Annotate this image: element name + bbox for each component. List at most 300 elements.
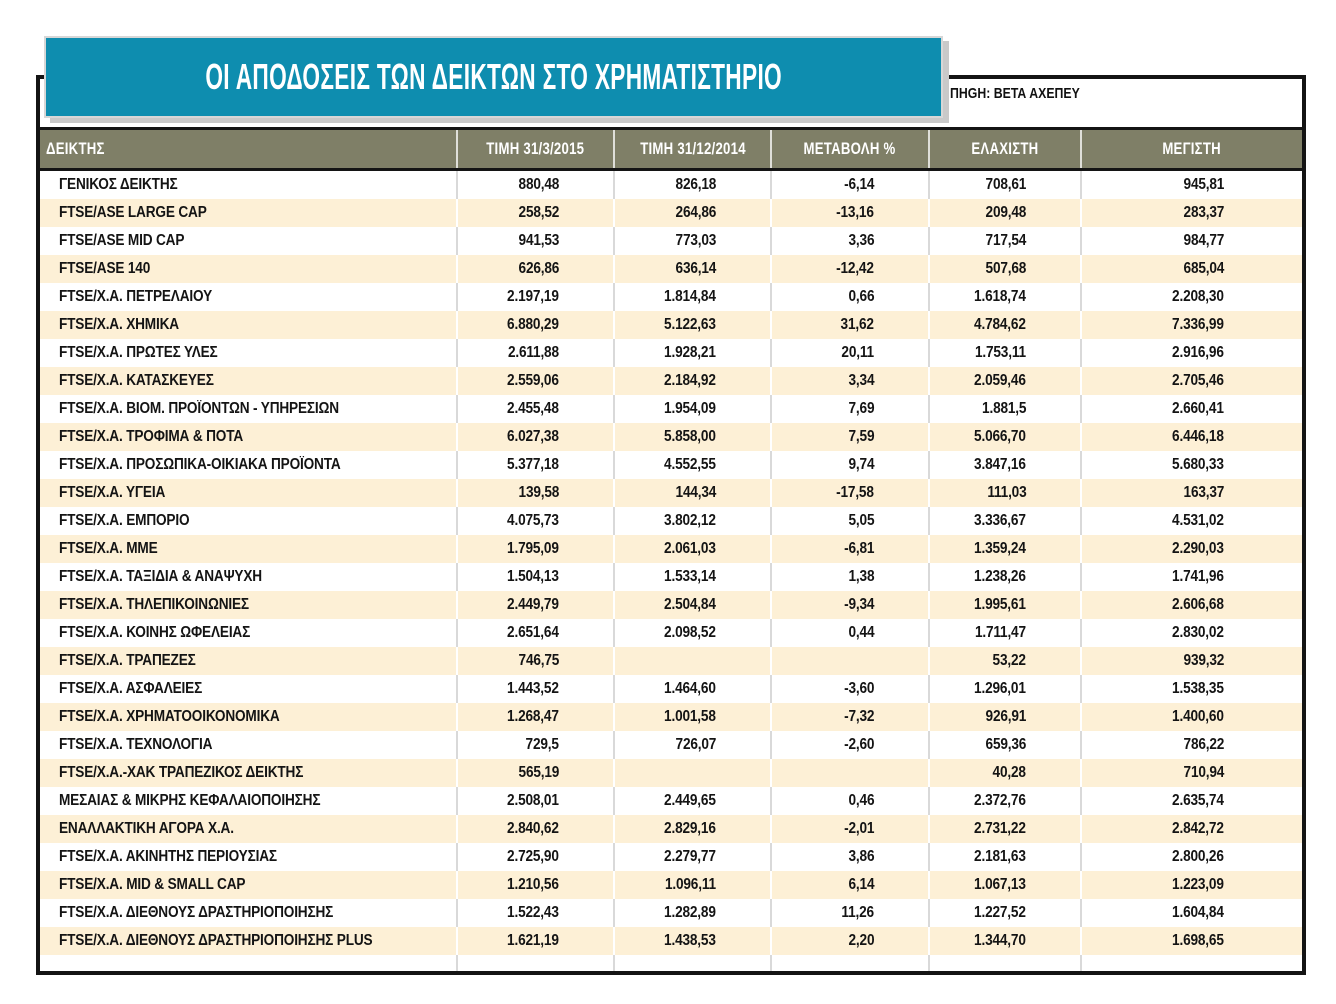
index-name-cell [40, 367, 458, 395]
price-2014-cell [615, 227, 772, 255]
price-2015-cell [458, 731, 615, 759]
cell-text: 1.296,01 [974, 680, 1026, 697]
column-header-label: ΜΕΓΙΣΤΗ [1162, 139, 1222, 158]
cell-text: FTSE/Χ.Α. ΚΟΙΝΗΣ ΩΦΕΛΕΙΑΣ [59, 624, 251, 641]
price-2014-cell [615, 507, 772, 535]
price-2014-cell [615, 283, 772, 311]
cell-text: 685,04 [1183, 260, 1224, 277]
max-cell [1082, 563, 1302, 591]
change-pct-cell [772, 451, 930, 479]
cell-text: 31,62 [840, 316, 874, 333]
price-2015-cell [458, 451, 615, 479]
cell-text: FTSE/Χ.Α. ΔΙΕΘΝΟΥΣ ΔΡΑΣΤΗΡΙΟΠΟΙΗΣΗΣ [59, 904, 334, 921]
cell-text: 773,03 [675, 232, 716, 249]
min-cell [930, 815, 1082, 843]
cell-text: 1.881,5 [981, 400, 1026, 417]
min-cell [930, 255, 1082, 283]
max-cell [1082, 535, 1302, 563]
max-cell [1082, 255, 1302, 283]
cell-text: 2.197,19 [507, 288, 559, 305]
table-row [40, 927, 1302, 955]
index-name-cell [40, 479, 458, 507]
price-2014-cell [615, 423, 772, 451]
cell-text: 2.508,01 [507, 792, 559, 809]
cell-text: 1.400,60 [1172, 708, 1224, 725]
cell-text: 1.344,70 [974, 932, 1026, 949]
min-cell [930, 451, 1082, 479]
price-2015-cell [458, 171, 615, 199]
column-header-label: ΜΕΤΑΒΟΛΗ % [803, 139, 896, 158]
table-header-row [40, 127, 1302, 171]
index-name-cell [40, 255, 458, 283]
table-row [40, 871, 1302, 899]
table-row [40, 619, 1302, 647]
index-name-cell [40, 675, 458, 703]
cell-text: 1.227,52 [974, 904, 1026, 921]
max-cell [1082, 507, 1302, 535]
cell-text: 2.800,26 [1172, 848, 1224, 865]
change-pct-cell [772, 871, 930, 899]
min-cell [930, 199, 1082, 227]
cell-text: 4.552,55 [664, 456, 716, 473]
min-cell [930, 395, 1082, 423]
cell-text: 283,37 [1183, 204, 1224, 221]
cell-text: FTSE/ASE MID CAP [59, 232, 185, 249]
change-pct-cell [772, 423, 930, 451]
price-2015-cell [458, 591, 615, 619]
table-row [40, 311, 1302, 339]
table-row [40, 563, 1302, 591]
cell-text: ΓΕΝΙΚΟΣ ΔΕΙΚΤΗΣ [59, 176, 178, 193]
cell-text: 1.464,60 [664, 680, 716, 697]
min-cell [930, 311, 1082, 339]
table-filler-row [40, 955, 1302, 973]
price-2014-cell [615, 367, 772, 395]
empty-cell [458, 955, 615, 973]
cell-text: 708,61 [985, 176, 1026, 193]
cell-text: 3.336,67 [974, 512, 1026, 529]
change-pct-cell [772, 199, 930, 227]
column-header-max [1082, 130, 1302, 168]
cell-text: FTSE/ASE LARGE CAP [59, 204, 207, 221]
price-2014-cell [615, 759, 772, 787]
cell-text: FTSE/Χ.Α. ΤΡΟΦΙΜΑ & ΠΟΤΑ [59, 428, 244, 445]
cell-text: FTSE/Χ.Α. ΤΡΑΠΕΖΕΣ [59, 652, 196, 669]
change-pct-cell [772, 843, 930, 871]
cell-text: 2.455,48 [507, 400, 559, 417]
max-cell [1082, 871, 1302, 899]
cell-text: 163,37 [1183, 484, 1224, 501]
column-header-label: ΤΙΜΗ 31/12/2014 [639, 139, 746, 158]
change-pct-cell [772, 899, 930, 927]
cell-text: 926,91 [985, 708, 1026, 725]
cell-text: 40,28 [992, 764, 1026, 781]
cell-text: 264,86 [675, 204, 716, 221]
cell-text: -6,14 [843, 176, 874, 193]
table-row [40, 423, 1302, 451]
min-cell [930, 927, 1082, 955]
table-row [40, 255, 1302, 283]
cell-text: FTSE/Χ.Α. ΑΣΦΑΛΕΙΕΣ [59, 680, 203, 697]
price-2014-cell [615, 647, 772, 675]
max-cell [1082, 759, 1302, 787]
change-pct-cell [772, 535, 930, 563]
cell-text: FTSE/Χ.Α. ΠΡΟΣΩΠΙΚΑ-ΟΙΚΙΑΚΑ ΠΡΟΪΟΝΤΑ [59, 456, 341, 473]
cell-text: 1.995,61 [974, 596, 1026, 613]
change-pct-cell [772, 619, 930, 647]
index-name-cell [40, 171, 458, 199]
price-2015-cell [458, 675, 615, 703]
max-cell [1082, 731, 1302, 759]
cell-text: 3,36 [848, 232, 874, 249]
index-name-cell [40, 787, 458, 815]
cell-text: 4.531,02 [1172, 512, 1224, 529]
cell-text: 11,26 [841, 904, 874, 921]
index-name-cell [40, 451, 458, 479]
price-2014-cell [615, 255, 772, 283]
index-name-cell [40, 899, 458, 927]
max-cell [1082, 311, 1302, 339]
max-cell [1082, 199, 1302, 227]
cell-text: 2.651,64 [507, 624, 559, 641]
cell-text: 710,94 [1183, 764, 1224, 781]
cell-text: -9,34 [843, 596, 874, 613]
min-cell [930, 171, 1082, 199]
min-cell [930, 227, 1082, 255]
cell-text: 1.096,11 [665, 876, 716, 893]
cell-text: 2.372,76 [974, 792, 1026, 809]
index-name-cell [40, 535, 458, 563]
cell-text: 2.449,65 [664, 792, 716, 809]
price-2014-cell [615, 451, 772, 479]
cell-text: 1.001,58 [664, 708, 716, 725]
cell-text: 2.725,90 [507, 848, 559, 865]
cell-text: 5.377,18 [507, 456, 559, 473]
price-2015-cell [458, 199, 615, 227]
cell-text: 2.290,03 [1172, 540, 1224, 557]
price-2015-cell [458, 619, 615, 647]
column-header-min [930, 130, 1082, 168]
table-row [40, 759, 1302, 787]
cell-text: 1.522,43 [507, 904, 559, 921]
cell-text: 1.210,56 [507, 876, 559, 893]
min-cell [930, 675, 1082, 703]
cell-text: 1.438,53 [664, 932, 716, 949]
change-pct-cell [772, 283, 930, 311]
price-2014-cell [615, 311, 772, 339]
cell-text: 0,44 [848, 624, 874, 641]
price-2015-cell [458, 255, 615, 283]
empty-cell [615, 955, 772, 973]
index-name-cell [40, 563, 458, 591]
empty-cell [1082, 955, 1302, 973]
min-cell [930, 479, 1082, 507]
max-cell [1082, 479, 1302, 507]
cell-text: 939,32 [1183, 652, 1224, 669]
price-2014-cell [615, 535, 772, 563]
cell-text: -6,81 [843, 540, 874, 557]
cell-text: 826,18 [675, 176, 716, 193]
table-row [40, 171, 1302, 199]
cell-text: 144,34 [675, 484, 716, 501]
table-row [40, 367, 1302, 395]
cell-text: 3.802,12 [664, 512, 716, 529]
price-2014-cell [615, 815, 772, 843]
cell-text: 0,46 [848, 792, 874, 809]
table-row [40, 899, 1302, 927]
change-pct-cell [772, 563, 930, 591]
cell-text: 1.928,21 [664, 344, 716, 361]
price-2015-cell [458, 311, 615, 339]
index-name-cell [40, 507, 458, 535]
cell-text: 945,81 [1183, 176, 1224, 193]
cell-text: 1.741,96 [1172, 568, 1224, 585]
price-2015-cell [458, 507, 615, 535]
change-pct-cell [772, 479, 930, 507]
min-cell [930, 899, 1082, 927]
price-2015-cell [458, 899, 615, 927]
change-pct-cell [772, 227, 930, 255]
max-cell [1082, 171, 1302, 199]
price-2015-cell [458, 367, 615, 395]
cell-text: 1,38 [848, 568, 874, 585]
table-row [40, 815, 1302, 843]
max-cell [1082, 703, 1302, 731]
cell-text: 7,59 [848, 428, 874, 445]
max-cell [1082, 339, 1302, 367]
change-pct-cell [772, 815, 930, 843]
cell-text: 507,68 [985, 260, 1026, 277]
price-2015-cell [458, 423, 615, 451]
cell-text: 6,14 [848, 876, 874, 893]
change-pct-cell [772, 255, 930, 283]
min-cell [930, 423, 1082, 451]
cell-text: 139,58 [518, 484, 559, 501]
index-name-cell [40, 843, 458, 871]
table-row [40, 283, 1302, 311]
cell-text: -2,60 [843, 736, 874, 753]
price-2015-cell [458, 227, 615, 255]
cell-text: 5.066,70 [974, 428, 1026, 445]
cell-text: 880,48 [518, 176, 559, 193]
min-cell [930, 703, 1082, 731]
cell-text: -3,60 [843, 680, 874, 697]
max-cell [1082, 227, 1302, 255]
table-row [40, 451, 1302, 479]
cell-text: 726,07 [675, 736, 716, 753]
index-name-cell [40, 423, 458, 451]
cell-text: 20,11 [841, 344, 874, 361]
index-name-cell [40, 731, 458, 759]
change-pct-cell [772, 395, 930, 423]
table-row [40, 227, 1302, 255]
cell-text: 5.122,63 [664, 316, 716, 333]
cell-text: 6.880,29 [507, 316, 559, 333]
cell-text: 2.916,96 [1172, 344, 1224, 361]
index-name-cell [40, 647, 458, 675]
cell-text: 3,86 [848, 848, 874, 865]
cell-text: 2.830,02 [1172, 624, 1224, 641]
cell-text: 1.618,74 [974, 288, 1026, 305]
cell-text: 1.795,09 [507, 540, 559, 557]
price-2015-cell [458, 843, 615, 871]
cell-text: 1.698,65 [1172, 932, 1224, 949]
cell-text: 2.279,77 [664, 848, 716, 865]
max-cell [1082, 647, 1302, 675]
max-cell [1082, 843, 1302, 871]
price-2015-cell [458, 703, 615, 731]
cell-text: FTSE/Χ.Α. ΚΑΤΑΣΚΕΥΕΣ [59, 372, 214, 389]
price-2015-cell [458, 339, 615, 367]
cell-text: 2.842,72 [1172, 820, 1224, 837]
table-row [40, 647, 1302, 675]
price-2014-cell [615, 871, 772, 899]
price-2015-cell [458, 479, 615, 507]
change-pct-cell [772, 787, 930, 815]
max-cell [1082, 423, 1302, 451]
cell-text: 7,69 [848, 400, 874, 417]
min-cell [930, 647, 1082, 675]
max-cell [1082, 899, 1302, 927]
cell-text: 3.847,16 [974, 456, 1026, 473]
cell-text: 2.098,52 [664, 624, 716, 641]
min-cell [930, 339, 1082, 367]
cell-text: FTSE/Χ.Α. MID & SMALL CAP [59, 876, 246, 893]
cell-text: 2.611,88 [508, 344, 559, 361]
cell-text: FTSE/Χ.Α. ΠΡΩΤΕΣ ΥΛΕΣ [59, 344, 218, 361]
max-cell [1082, 927, 1302, 955]
price-2015-cell [458, 871, 615, 899]
cell-text: 786,22 [1183, 736, 1224, 753]
cell-text: 1.359,24 [974, 540, 1026, 557]
index-name-cell [40, 871, 458, 899]
cell-text: 209,48 [985, 204, 1026, 221]
min-cell [930, 871, 1082, 899]
cell-text: 1.753,11 [975, 344, 1026, 361]
change-pct-cell [772, 731, 930, 759]
cell-text: 2.184,92 [664, 372, 716, 389]
cell-text: 1.443,52 [507, 680, 559, 697]
cell-text: 1.223,09 [1172, 876, 1224, 893]
cell-text: 659,36 [985, 736, 1026, 753]
cell-text: 1.067,13 [974, 876, 1026, 893]
cell-text: FTSE/Χ.Α. ΔΙΕΘΝΟΥΣ ΔΡΑΣΤΗΡΙΟΠΟΙΗΣΗΣ PLUS [59, 932, 373, 949]
price-2014-cell [615, 619, 772, 647]
cell-text: 1.711,47 [975, 624, 1026, 641]
column-header-label: ΔΕΙΚΤΗΣ [46, 139, 105, 158]
cell-text: FTSE/Χ.Α. ΜΜΕ [59, 540, 158, 557]
price-2014-cell [615, 395, 772, 423]
table-frame [36, 75, 1306, 975]
price-2015-cell [458, 787, 615, 815]
index-name-cell [40, 227, 458, 255]
cell-text: FTSE/ASE 140 [59, 260, 151, 277]
index-name-cell [40, 619, 458, 647]
cell-text: 2.606,68 [1172, 596, 1224, 613]
cell-text: 9,74 [848, 456, 874, 473]
max-cell [1082, 787, 1302, 815]
cell-text: 2.829,16 [664, 820, 716, 837]
empty-cell [40, 955, 458, 973]
column-header-index [40, 130, 458, 168]
change-pct-cell [772, 675, 930, 703]
price-2014-cell [615, 703, 772, 731]
cell-text: 3,34 [848, 372, 874, 389]
min-cell [930, 563, 1082, 591]
change-pct-cell [772, 647, 930, 675]
table-body [40, 171, 1302, 973]
cell-text: -13,16 [836, 204, 874, 221]
index-name-cell [40, 927, 458, 955]
price-2015-cell [458, 395, 615, 423]
table-row [40, 199, 1302, 227]
max-cell [1082, 619, 1302, 647]
table-row [40, 787, 1302, 815]
column-header-label: ΤΙΜΗ 31/3/2015 [486, 139, 585, 158]
price-2014-cell [615, 563, 772, 591]
table-row [40, 479, 1302, 507]
cell-text: -12,42 [836, 260, 874, 277]
cell-text: 2.559,06 [507, 372, 559, 389]
index-name-cell [40, 591, 458, 619]
cell-text: 2.208,30 [1172, 288, 1224, 305]
table-row [40, 675, 1302, 703]
source-label: ΠΗGΗ: ΒΕΤΑ ΑΧΕΠΕΥ [950, 85, 1080, 102]
cell-text: 4.784,62 [974, 316, 1026, 333]
index-name-cell [40, 339, 458, 367]
title-banner [44, 36, 943, 118]
price-2014-cell [615, 731, 772, 759]
price-2014-cell [615, 899, 772, 927]
min-cell [930, 843, 1082, 871]
cell-text: 1.533,14 [664, 568, 716, 585]
empty-cell [772, 955, 930, 973]
cell-text: 0,66 [848, 288, 874, 305]
table-row [40, 591, 1302, 619]
change-pct-cell [772, 591, 930, 619]
max-cell [1082, 675, 1302, 703]
min-cell [930, 731, 1082, 759]
cell-text: 984,77 [1183, 232, 1224, 249]
cell-text: 5,05 [848, 512, 874, 529]
cell-text: 2.449,79 [507, 596, 559, 613]
price-2015-cell [458, 759, 615, 787]
cell-text: 5.858,00 [664, 428, 716, 445]
cell-text: FTSE/Χ.Α. ΒΙΟΜ. ΠΡΟΪΟΝΤΩΝ - ΥΠΗΡΕΣΙΩΝ [59, 400, 339, 417]
cell-text: 1.282,89 [664, 904, 716, 921]
max-cell [1082, 395, 1302, 423]
max-cell [1082, 591, 1302, 619]
cell-text: 2,20 [848, 932, 874, 949]
change-pct-cell [772, 927, 930, 955]
cell-text: FTSE/Χ.Α.-ΧΑΚ ΤΡΑΠΕΖΙΚΟΣ ΔΕΙΚΤΗΣ [59, 764, 304, 781]
min-cell [930, 535, 1082, 563]
cell-text: 2.504,84 [664, 596, 716, 613]
cell-text: 2.181,63 [974, 848, 1026, 865]
cell-text: FTSE/Χ.Α. ΤΗΛΕΠΙΚΟΙΝΩΝΙΕΣ [59, 596, 249, 613]
cell-text: 258,52 [518, 204, 559, 221]
cell-text: 1.268,47 [507, 708, 559, 725]
min-cell [930, 619, 1082, 647]
column-header-price-31-12-2014 [615, 130, 772, 168]
price-2015-cell [458, 927, 615, 955]
price-2014-cell [615, 927, 772, 955]
cell-text: 636,14 [675, 260, 716, 277]
cell-text: 746,75 [518, 652, 559, 669]
empty-cell [930, 955, 1082, 973]
cell-text: 2.059,46 [974, 372, 1026, 389]
cell-text: 111,03 [986, 484, 1026, 501]
